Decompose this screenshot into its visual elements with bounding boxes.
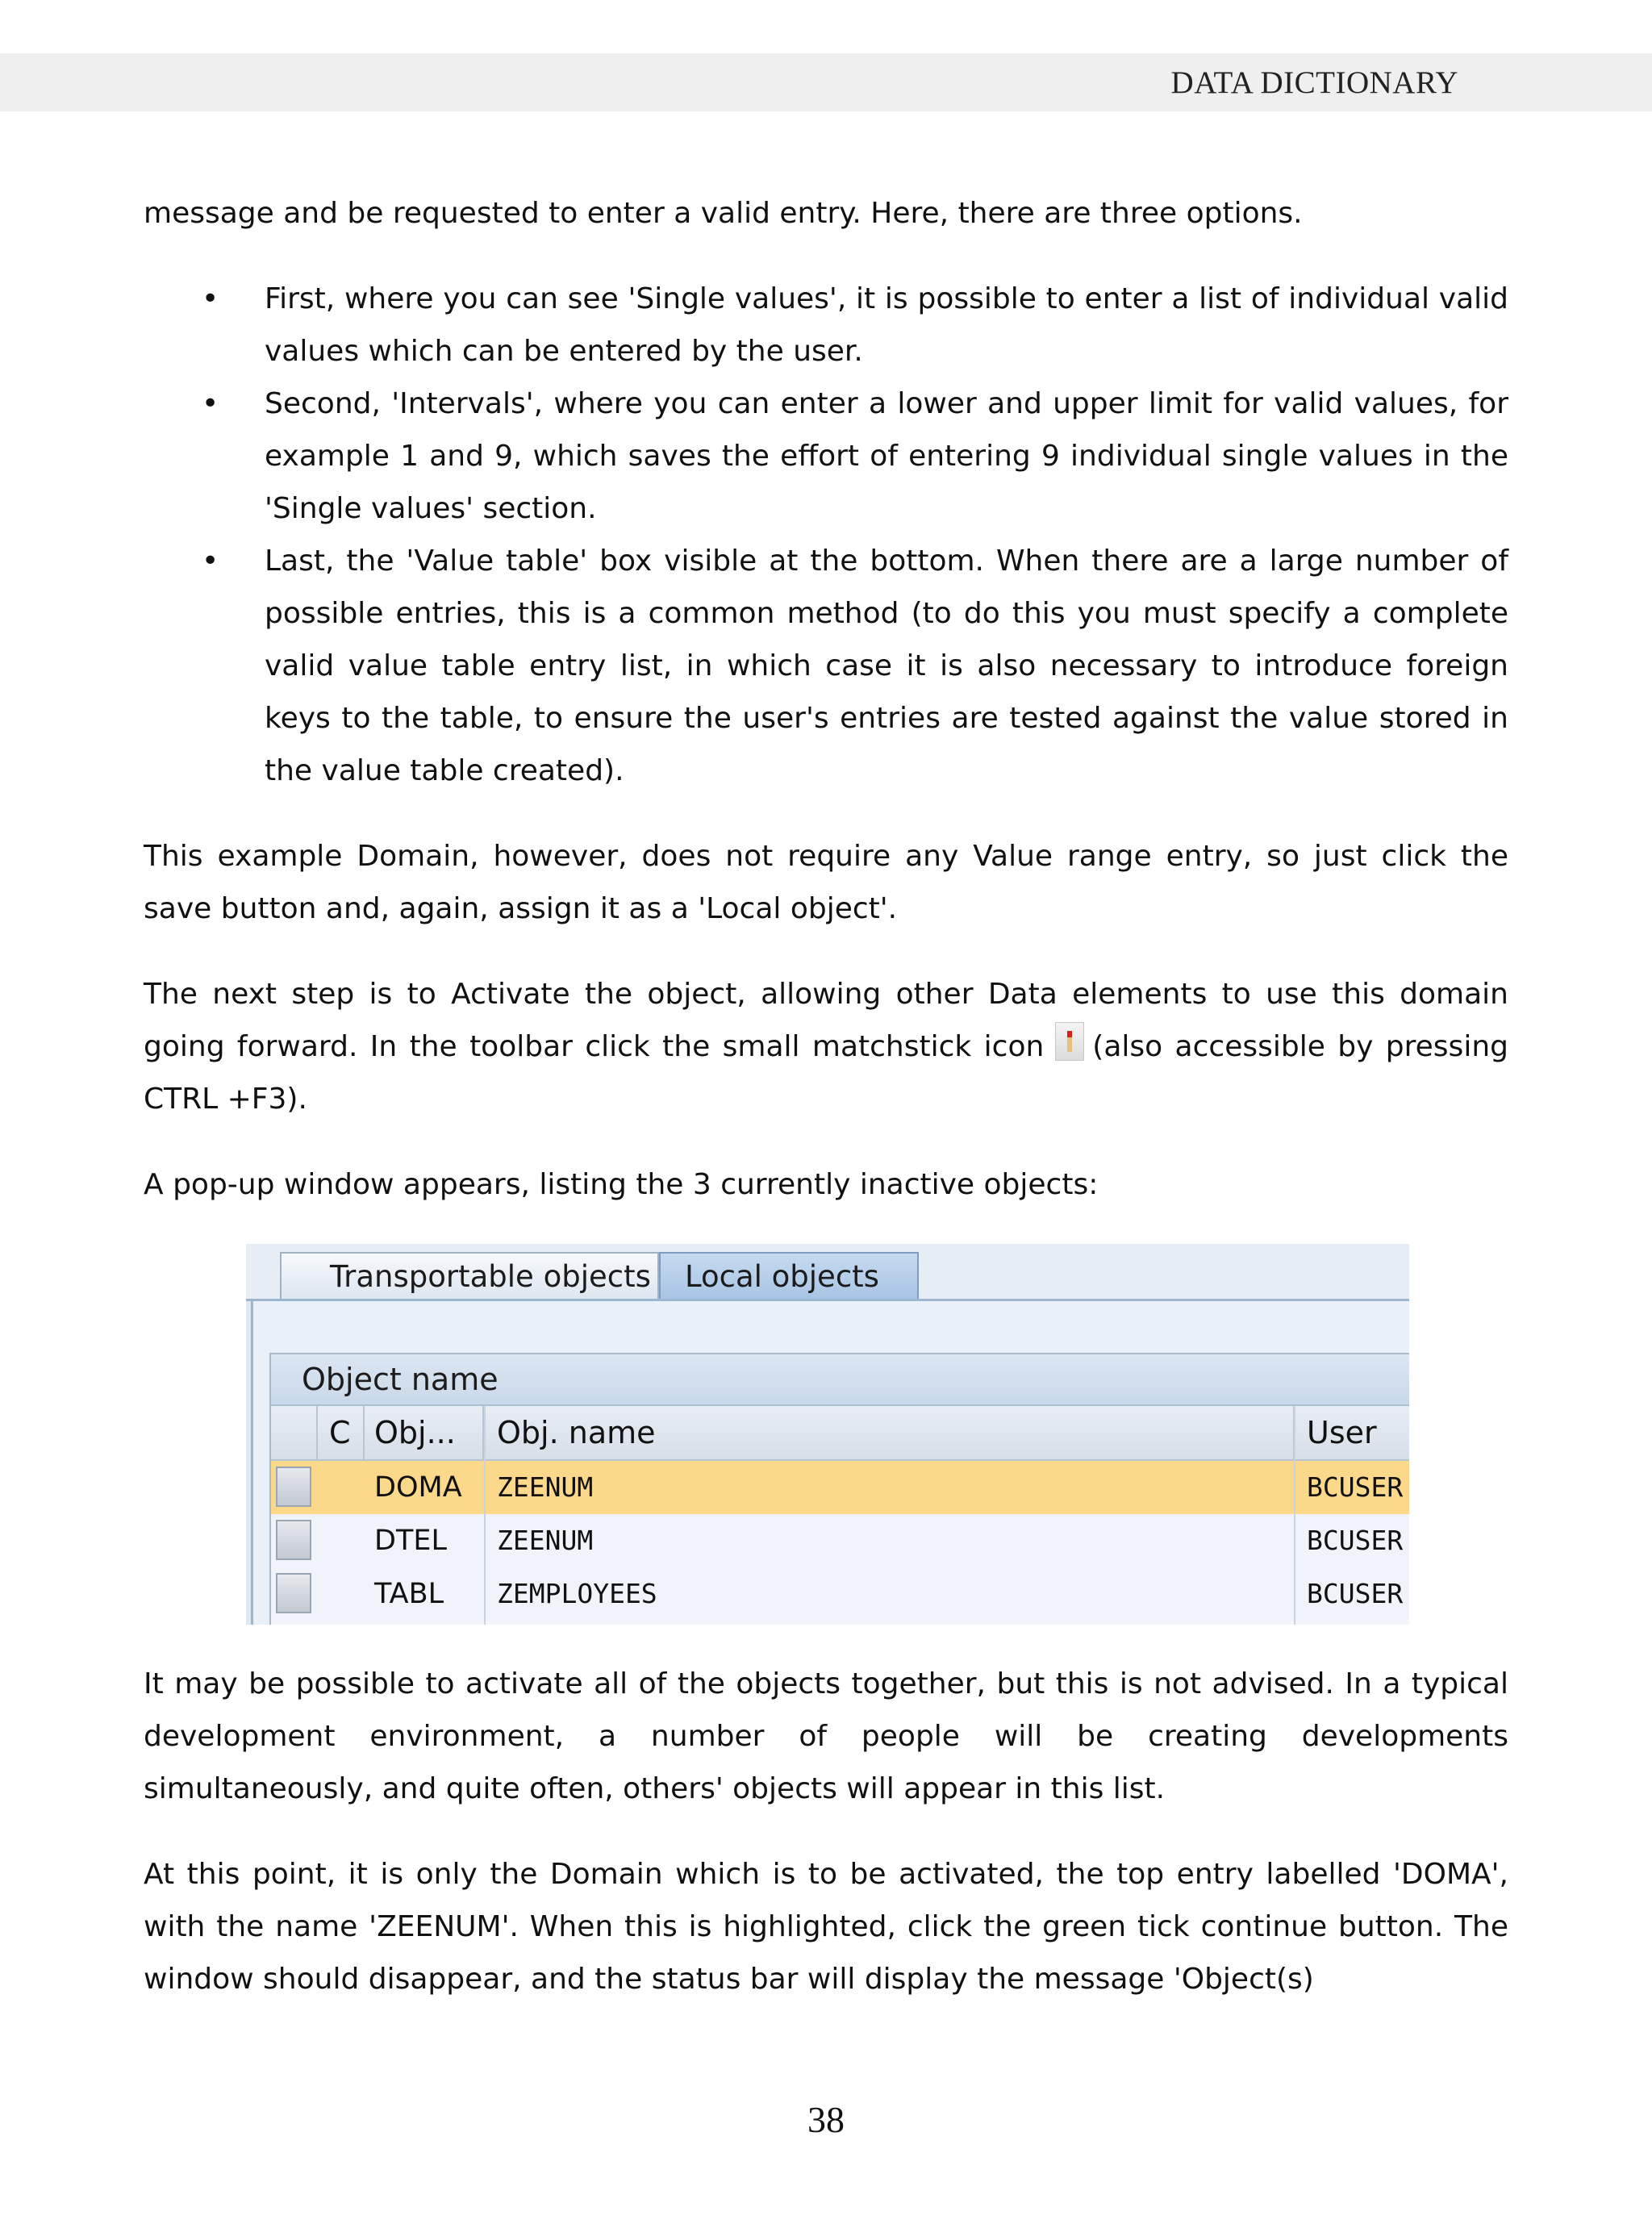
column-header-obj-name[interactable]: Obj. name (486, 1406, 1295, 1459)
bullet-icon: • (202, 545, 219, 578)
cell-c (318, 1461, 365, 1514)
column-header-user[interactable]: User (1295, 1406, 1409, 1459)
table-row[interactable] (271, 1567, 1409, 1621)
running-header: DATA DICTIONARY (1170, 65, 1458, 100)
row-select-box[interactable] (276, 1467, 311, 1507)
tab-panel (251, 1301, 1409, 1625)
list-item (144, 273, 1508, 378)
bullet-icon: • (202, 387, 219, 420)
paragraph (144, 968, 1508, 1125)
tab-local-objects[interactable]: Local objects (659, 1252, 919, 1299)
cell-obj-type: DTEL (374, 1525, 447, 1557)
table-row[interactable] (271, 1514, 1409, 1567)
paragraph: At this point, it is only the Domain which is to be activated, the top entry labelled 'DOMA', with the name 'ZEENUM'. When this is highlighted, click the green tick continue button. The window should disappear, and the status bar will display the message 'Object(s) (144, 1858, 1508, 1996)
list-item-text: Last, the 'Value table' box visible at the bottom. When there are a large number of possible entries, this is a common method (to do this you must specify a complete valid value table entry list, in which case it is also necessary to introduce foreign keys to the table, to ensure the user's entries are tested against the value stored in the value table created). (265, 545, 1508, 787)
bullet-icon: • (202, 282, 219, 315)
objects-grid (269, 1353, 1409, 1625)
tab-transportable-objects[interactable]: Transportable objects (280, 1252, 659, 1299)
page-content (144, 187, 1508, 2038)
row-select-box[interactable] (276, 1520, 311, 1560)
column-divider (484, 1406, 486, 1625)
row-select-box[interactable] (276, 1573, 311, 1613)
cell-obj-name: ZEENUM (497, 1471, 594, 1503)
paragraph-text: (also accessible by pressing CTRL +F3). (144, 1030, 1508, 1116)
inactive-objects-screenshot (246, 1244, 1409, 1625)
column-header-c[interactable]: C (318, 1406, 365, 1459)
table-row[interactable] (271, 1461, 1409, 1514)
cell-user: BCUSER (1307, 1578, 1404, 1609)
list-item-text: First, where you can see 'Single values', it is possible to enter a list of individual valid values which can be entered by the user. (265, 282, 1508, 368)
page-number: 38 (807, 2099, 845, 2140)
paragraph: A pop-up window appears, listing the 3 currently inactive objects: (144, 1168, 1099, 1201)
cell-obj-name: ZEENUM (497, 1525, 594, 1556)
cell-user: BCUSER (1307, 1471, 1404, 1503)
paragraph: This example Domain, however, does not require any Value range entry, so just click the save button and, again, assign it as a 'Local object'. (144, 840, 1508, 925)
activate-matchstick-icon (1055, 1022, 1084, 1061)
cell-user: BCUSER (1307, 1525, 1404, 1556)
paragraph: It may be possible to activate all of the objects together, but this is not advised. In a typical development environment, a number of people will be creating developments simultaneously, and quite often, others' objects will appear in this list. (144, 1667, 1508, 1805)
tab-strip (246, 1244, 1409, 1301)
row-selector[interactable] (271, 1514, 316, 1567)
list-item (144, 378, 1508, 535)
list-item-text: Second, 'Intervals', where you can enter a lower and upper limit for valid values, for example 1 and 9, which saves the effort of entering 9 individual single values in the 'Single values' section. (265, 387, 1508, 525)
list-item (144, 535, 1508, 797)
cell-c (318, 1514, 365, 1567)
row-selector[interactable] (271, 1567, 316, 1621)
paragraph: message and be requested to enter a valid entry. Here, there are three options. (144, 197, 1303, 230)
column-divider (1294, 1406, 1295, 1625)
cell-c (318, 1567, 365, 1621)
cell-obj-type: DOMA (374, 1471, 462, 1504)
options-list (144, 273, 1508, 797)
cell-obj-type: TABL (374, 1578, 444, 1610)
select-all-column[interactable] (271, 1406, 318, 1459)
cell-obj-name: ZEMPLOYEES (497, 1578, 657, 1609)
column-header-obj[interactable]: Obj... (365, 1406, 484, 1459)
paragraph-text: The next step is to Activate the object, allowing other Data elements to use this domain going forward. In the toolbar click the small matchstick icon (144, 978, 1508, 1063)
grid-title: Object name (271, 1354, 1409, 1406)
row-selector[interactable] (271, 1461, 316, 1514)
grid-header-row (271, 1406, 1409, 1461)
